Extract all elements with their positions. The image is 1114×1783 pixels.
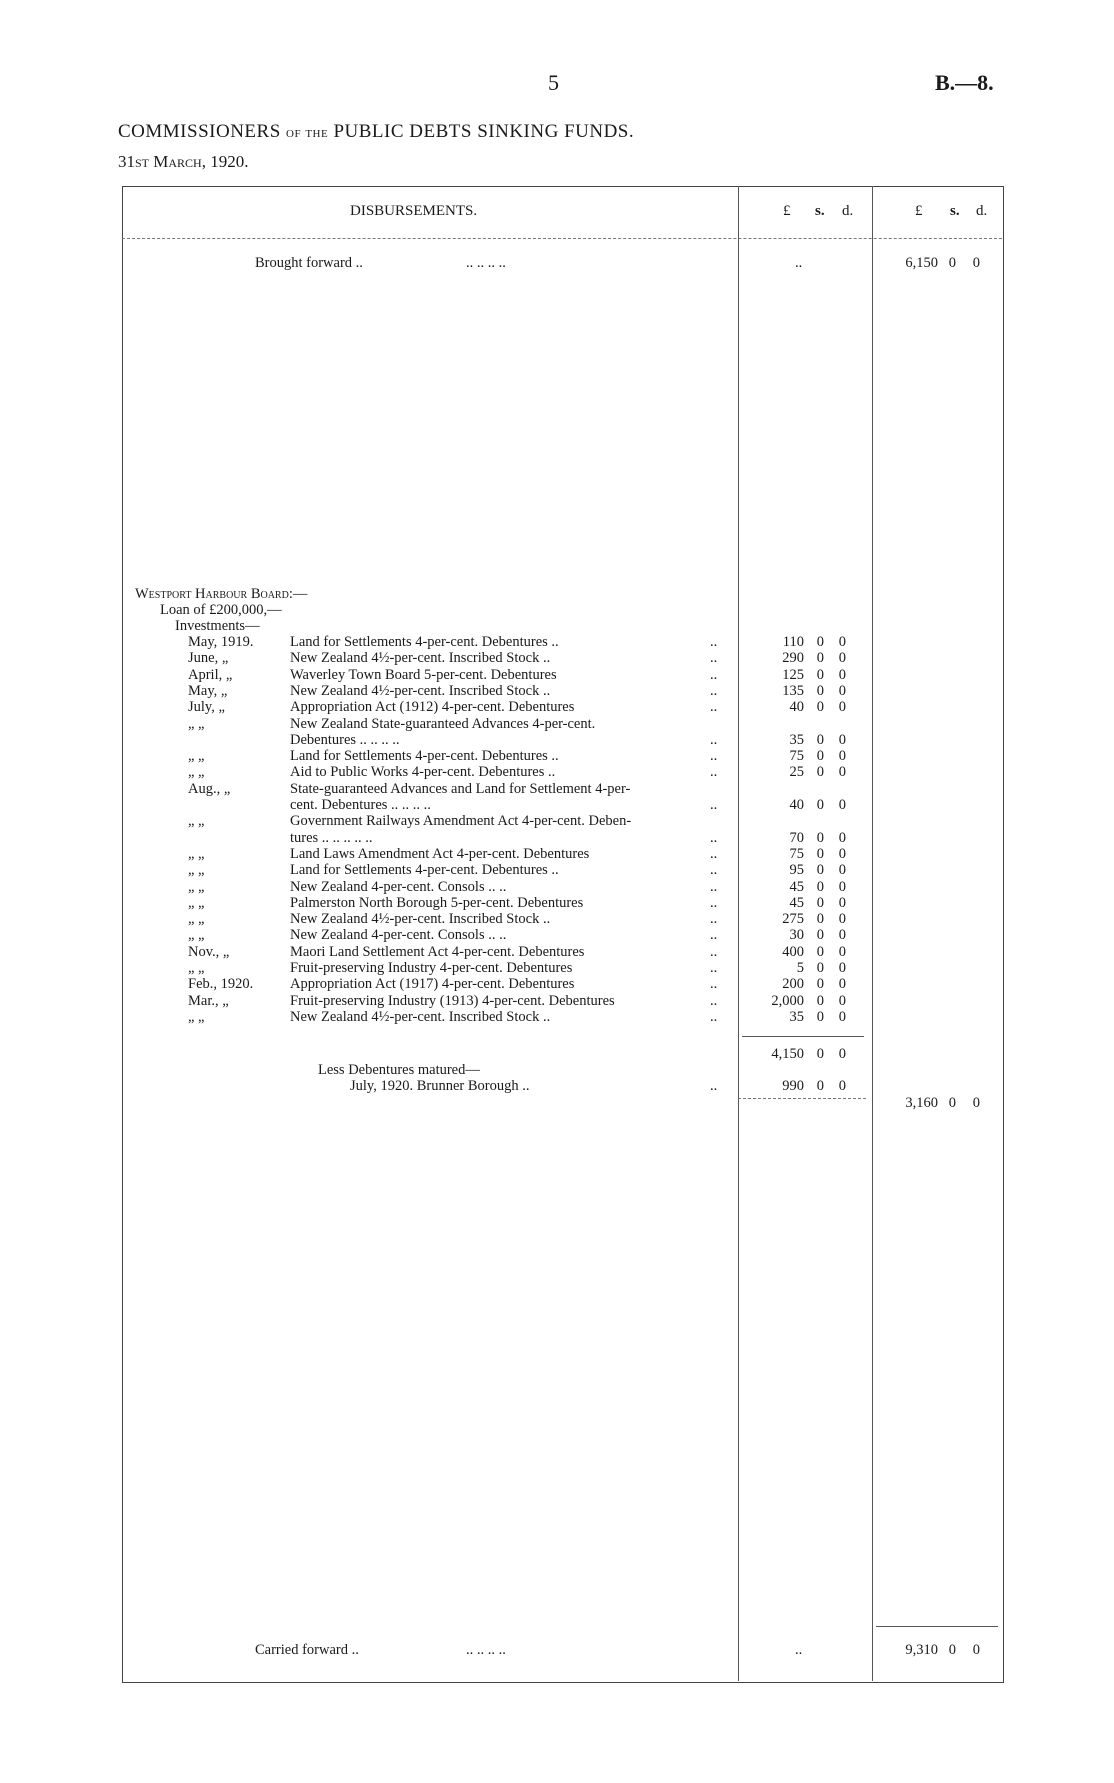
brought-forward-pence: 0	[972, 255, 980, 271]
investment-pounds: 290	[782, 650, 804, 667]
investment-dots: ..	[710, 829, 718, 846]
investment-pence: 0	[838, 878, 846, 895]
investment-dots: ..	[710, 731, 718, 748]
less-pounds: 990	[782, 1078, 804, 1094]
investment-pence: 0	[838, 731, 846, 748]
investment-pence: 0	[838, 862, 846, 879]
carried-forward-inner-dots: ..	[795, 1642, 803, 1658]
investment-pence: 0	[838, 927, 846, 944]
investment-shillings: 0	[816, 1008, 824, 1025]
pence-header-2: d.	[976, 203, 988, 219]
investment-pounds: 30	[789, 927, 804, 944]
investment-pence: 0	[838, 764, 846, 781]
subtotal-pounds: 4,150	[771, 1046, 804, 1062]
section-loan: Loan of £200,000,—	[160, 602, 282, 618]
less-pence: 0	[838, 1078, 846, 1094]
page-reference: B.—8.	[935, 70, 994, 95]
investment-date: „ „	[188, 813, 205, 830]
carried-forward-pounds: 9,310	[905, 1642, 938, 1658]
investment-description: New Zealand 4½-per-cent. Inscribed Stock ..	[290, 911, 551, 928]
investment-date: „ „	[188, 748, 205, 765]
investment-date: „ „	[188, 878, 205, 895]
investment-dots: ..	[710, 992, 718, 1009]
investment-date: May, „	[188, 682, 228, 699]
investment-shillings: 0	[816, 731, 824, 748]
investment-description: Waverley Town Board 5-per-cent. Debentures	[290, 666, 557, 683]
investment-dots: ..	[710, 976, 718, 993]
pence-header-1: d.	[842, 203, 854, 219]
investment-shillings: 0	[816, 862, 824, 879]
less-shillings: 0	[816, 1078, 824, 1094]
investment-description: New Zealand 4½-per-cent. Inscribed Stock ..	[290, 650, 551, 667]
investment-date: Feb., 1920.	[188, 976, 254, 993]
title-part-b: of the	[286, 125, 329, 141]
investment-pounds: 200	[782, 976, 804, 993]
investment-date: May, 1919.	[188, 634, 254, 650]
investment-date: Nov., „	[188, 943, 230, 960]
investment-date: „ „	[188, 911, 205, 928]
page-date	[118, 152, 248, 172]
investment-description: Land for Settlements 4-per-cent. Debentures ..	[290, 634, 559, 650]
investment-pounds: 75	[789, 845, 804, 862]
investment-pounds: 75	[789, 748, 804, 765]
investment-description: Fruit-preserving Industry (1913) 4-per-cent. Debentures	[290, 992, 615, 1009]
investment-date: „ „	[188, 894, 205, 911]
investment-description: Land for Settlements 4-per-cent. Debentures ..	[290, 748, 559, 765]
investment-dots: ..	[710, 699, 718, 716]
investment-dots: ..	[710, 878, 718, 895]
investment-date: „ „	[188, 764, 205, 781]
investment-description: Aid to Public Works 4-per-cent. Debentures ..	[290, 764, 556, 781]
investment-shillings: 0	[816, 992, 824, 1009]
investment-shillings: 0	[816, 976, 824, 993]
header-rule	[122, 238, 1002, 239]
investment-description: New Zealand 4½-per-cent. Inscribed Stock ..	[290, 682, 551, 699]
investment-shillings: 0	[816, 927, 824, 944]
investment-dots: ..	[710, 650, 718, 667]
investment-pounds: 40	[789, 699, 804, 716]
carried-forward-shillings: 0	[948, 1642, 956, 1658]
investment-pence: 0	[838, 894, 846, 911]
date-part-c: , 1920.	[201, 152, 249, 171]
investment-description: Government Railways Amendment Act 4-per-cent. Deben-	[290, 813, 632, 830]
total-rule	[876, 1626, 998, 1627]
investment-shillings: 0	[816, 682, 824, 699]
pound-header-2: £	[915, 203, 923, 219]
page-title	[118, 121, 634, 143]
investment-dots: ..	[710, 682, 718, 699]
investment-date: „ „	[188, 715, 205, 732]
date-part-b: March	[153, 152, 202, 171]
investment-date: Aug., „	[188, 780, 231, 797]
less-label: Less Debentures matured—	[318, 1062, 480, 1078]
investment-description: Maori Land Settlement Act 4-per-cent. Debentures	[290, 943, 585, 960]
section-investments: Investments—	[175, 618, 260, 634]
investment-dots: ..	[710, 666, 718, 683]
investment-shillings: 0	[816, 650, 824, 667]
investment-date: „ „	[188, 960, 205, 976]
investment-pence: 0	[838, 650, 846, 667]
investment-date: „ „	[188, 862, 205, 879]
investment-description: New Zealand State-guaranteed Advances 4-per-cent.	[290, 715, 596, 732]
less-rule	[738, 1098, 866, 1099]
brought-forward-dots: .. .. .. ..	[466, 255, 506, 271]
investment-description: Fruit-preserving Industry 4-per-cent. Debentures	[290, 960, 573, 976]
carried-forward-dots: .. .. .. ..	[466, 1642, 506, 1658]
investment-pence: 0	[838, 1008, 846, 1025]
carried-forward-label: Carried forward ..	[255, 1642, 359, 1658]
investment-pounds: 110	[782, 634, 804, 650]
carried-forward-pence: 0	[972, 1642, 980, 1658]
investment-shillings: 0	[816, 764, 824, 781]
investment-shillings: 0	[816, 666, 824, 683]
investment-description: State-guaranteed Advances and Land for Settlement 4-per-	[290, 780, 631, 797]
investment-pounds: 70	[789, 829, 804, 846]
investment-shillings: 0	[816, 943, 824, 960]
investment-description: tures .. .. .. .. ..	[290, 829, 373, 846]
investment-description: Appropriation Act (1912) 4-per-cent. Debentures	[290, 699, 575, 716]
net-shillings: 0	[948, 1095, 956, 1111]
title-part-a: COMMISSIONERS	[118, 121, 287, 142]
investment-description: Appropriation Act (1917) 4-per-cent. Debentures	[290, 976, 575, 993]
investment-description: cent. Debentures .. .. .. ..	[290, 797, 431, 813]
investment-date: „ „	[188, 927, 205, 944]
investment-pence: 0	[838, 748, 846, 765]
investment-dots: ..	[710, 634, 718, 650]
brought-forward-shillings: 0	[948, 255, 956, 271]
investment-pence: 0	[838, 960, 846, 976]
investment-pence: 0	[838, 797, 846, 813]
investment-dots: ..	[710, 862, 718, 879]
investment-pounds: 45	[789, 878, 804, 895]
investment-pence: 0	[838, 682, 846, 699]
investment-pence: 0	[838, 845, 846, 862]
investment-date: „ „	[188, 1008, 205, 1025]
investment-shillings: 0	[816, 894, 824, 911]
investment-date: June, „	[188, 650, 229, 667]
investment-dots: ..	[710, 943, 718, 960]
pound-header-1: £	[783, 203, 791, 219]
investment-dots: ..	[710, 797, 718, 813]
investment-shillings: 0	[816, 699, 824, 716]
column-divider-1	[738, 186, 739, 1681]
brought-forward-pounds: 6,150	[905, 255, 938, 271]
investment-shillings: 0	[816, 878, 824, 895]
net-pounds: 3,160	[905, 1095, 938, 1111]
investment-dots: ..	[710, 845, 718, 862]
less-dots: ..	[710, 1078, 718, 1094]
investment-pence: 0	[838, 992, 846, 1009]
page-number: 5	[548, 70, 559, 95]
investment-pence: 0	[838, 911, 846, 928]
investment-shillings: 0	[816, 845, 824, 862]
section-board: Westport Harbour Board:—	[135, 586, 308, 602]
investment-pounds: 135	[782, 682, 804, 699]
investment-pounds: 40	[789, 797, 804, 813]
investment-pounds: 35	[789, 731, 804, 748]
investment-shillings: 0	[816, 634, 824, 650]
investment-pounds: 125	[782, 666, 804, 683]
subtotal-rule	[742, 1036, 864, 1037]
investment-shillings: 0	[816, 960, 824, 976]
disbursements-header: DISBURSEMENTS.	[350, 203, 478, 219]
investment-pounds: 25	[789, 764, 804, 781]
investment-date: April, „	[188, 666, 233, 683]
investment-description: Land for Settlements 4-per-cent. Debentures ..	[290, 862, 559, 879]
investment-pounds: 35	[789, 1008, 804, 1025]
investment-shillings: 0	[816, 829, 824, 846]
investment-pence: 0	[838, 943, 846, 960]
investment-dots: ..	[710, 1008, 718, 1025]
investment-dots: ..	[710, 894, 718, 911]
investment-pounds: 2,000	[771, 992, 804, 1009]
brought-forward-label: Brought forward ..	[255, 255, 363, 271]
investment-description: New Zealand 4-per-cent. Consols .. ..	[290, 927, 507, 944]
investment-pounds: 5	[796, 960, 804, 976]
shilling-header-2: s.	[950, 203, 960, 219]
column-divider-2	[872, 186, 873, 1681]
investment-pounds: 400	[782, 943, 804, 960]
shilling-header-1: s.	[815, 203, 825, 219]
investment-pounds: 45	[789, 894, 804, 911]
investment-dots: ..	[710, 927, 718, 944]
investment-date: July, „	[188, 699, 225, 716]
investment-shillings: 0	[816, 797, 824, 813]
investment-shillings: 0	[816, 911, 824, 928]
subtotal-shillings: 0	[816, 1046, 824, 1062]
investment-pounds: 95	[789, 862, 804, 879]
investment-pence: 0	[838, 829, 846, 846]
subtotal-pence: 0	[838, 1046, 846, 1062]
investment-dots: ..	[710, 911, 718, 928]
investment-description: Debentures .. .. .. ..	[290, 731, 400, 748]
net-pence: 0	[972, 1095, 980, 1111]
investment-dots: ..	[710, 960, 718, 976]
title-part-c: PUBLIC DEBTS SINKING FUNDS.	[328, 121, 635, 142]
investment-shillings: 0	[816, 748, 824, 765]
investment-date: Mar., „	[188, 992, 229, 1009]
investment-pence: 0	[838, 666, 846, 683]
investment-dots: ..	[710, 764, 718, 781]
investment-pence: 0	[838, 976, 846, 993]
investment-pence: 0	[838, 634, 846, 650]
investment-dots: ..	[710, 748, 718, 765]
investment-date: „ „	[188, 845, 205, 862]
investment-pounds: 275	[782, 911, 804, 928]
investment-description: Palmerston North Borough 5-per-cent. Debentures	[290, 894, 584, 911]
brought-forward-inner-dots: ..	[795, 255, 803, 271]
investment-pence: 0	[838, 699, 846, 716]
date-part-a: 31st	[118, 152, 154, 171]
less-line: July, 1920. Brunner Borough ..	[350, 1078, 530, 1094]
investment-description: Land Laws Amendment Act 4-per-cent. Debentures	[290, 845, 590, 862]
investment-description: New Zealand 4½-per-cent. Inscribed Stock ..	[290, 1008, 551, 1025]
investment-description: New Zealand 4-per-cent. Consols .. ..	[290, 878, 507, 895]
